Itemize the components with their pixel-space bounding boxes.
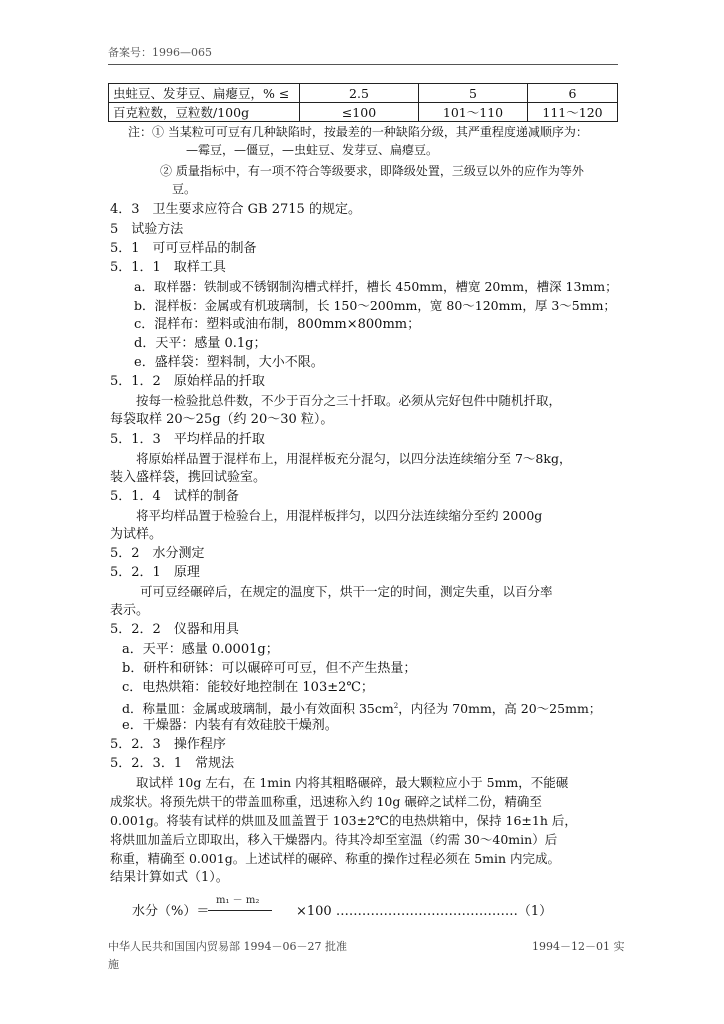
- formula-lhs: 水分（%）＝: [132, 904, 210, 919]
- paragraph-5-2-1-cont: 表示。: [110, 603, 150, 618]
- paragraph-5-1-3: 将原始样品置于混样布上，用混样板充分混匀，以四分法连续缩分至 7～8kg，: [136, 451, 572, 466]
- unit-superscript: 2: [393, 702, 399, 710]
- paragraph-5-1-2: 按每一检验批总件数，不少于百分之三十扦取。必须从完好包件中随机扦取，: [136, 393, 562, 408]
- note-2-cont: 豆。: [172, 182, 197, 196]
- instrument-item-d-text: d．称量皿：金属或玻璃制，最小有效面积 35cm: [122, 701, 394, 717]
- formula-fraction-bar: [208, 910, 272, 911]
- section-5-2-1-heading: 5．2．1 原理: [110, 565, 200, 580]
- paragraph-5-1-4: 将平均样品置于检验台上，用混样板拌匀，以四分法连续缩分至约 2000g: [136, 508, 543, 523]
- header-divider: [108, 64, 618, 65]
- section-5-2-heading: 5．2 水分测定: [110, 546, 205, 561]
- formula-rhs: ×100 ……………………………………（1）: [296, 904, 553, 919]
- footer-implementation: 1994－12－01 实: [532, 940, 625, 953]
- instrument-item-d-tail: ，内径为 70mm，高 20～25mm；: [398, 701, 602, 717]
- table-cell: 5: [419, 84, 528, 103]
- instrument-item-b: b．研杵和研钵：可以碾碎可可豆，但不产生热量；: [122, 661, 417, 676]
- footer-approval-cont: 施: [108, 958, 119, 971]
- section-5-heading: 5 试验方法: [110, 222, 184, 237]
- paragraph-5-2-3-1-line4: 将烘皿加盖后立即取出，移入干燥器内。待其冷却至室温（约需 30～40min）后: [110, 832, 558, 847]
- tool-item-d: d．天平：感量 0.1g；: [134, 336, 267, 351]
- table-cell: ≤100: [300, 103, 419, 122]
- paragraph-5-1-4-cont: 为试样。: [110, 527, 163, 542]
- paragraph-5-1-2-cont: 每袋取样 20～25g（约 20～30 粒）。: [110, 412, 334, 427]
- instrument-item-c: c．电热烘箱：能较好地控制在 103±2℃；: [122, 680, 374, 695]
- section-5-2-3-1-heading: 5．2．3．1 常规法: [110, 756, 235, 771]
- paragraph-5-2-3-1-line6: 结果计算如式（1）。: [110, 870, 229, 885]
- note-2: ② 质量指标中，有一项不符合等级要求，即降级处置，三级豆以外的应作为等外: [160, 164, 584, 178]
- grade-table: [108, 83, 618, 122]
- table-cell: 6: [528, 84, 618, 103]
- table-cell: 111～120: [528, 103, 618, 122]
- table-row: [109, 103, 618, 122]
- section-5-2-3-heading: 5．2．3 操作程序: [110, 737, 226, 752]
- section-5-1-heading: 5．1 可可豆样品的制备: [110, 241, 257, 256]
- paragraph-5-2-3-1-line5: 称重，精确至 0.001g。上述试样的碾碎、称重的操作过程必须在 5min 内完成。: [110, 851, 561, 866]
- paragraph-5-2-1: 可可豆经碾碎后，在规定的温度下，烘干一定的时间，测定失重，以百分率: [140, 584, 553, 599]
- instrument-item-e: e．干燥器：内装有有效硅胶干燥剂。: [122, 718, 338, 733]
- filing-number: 备案号：1996—065: [108, 46, 212, 59]
- table-row: [109, 84, 618, 103]
- table-cell: 2.5: [300, 84, 419, 103]
- paragraph-5-2-3-1-line2: 成浆状。将预先烘干的带盖皿称重，迅速称入约 10g 碾碎之试样二份，精确至: [110, 794, 542, 809]
- tool-item-c: c．混样布：塑料或油布制，800mm×800mm；: [134, 317, 421, 332]
- paragraph-5-2-3-1-line1: 取试样 10g 左右，在 1min 内将其粗略碾碎，最大颗粒应小于 5mm，不能碾: [136, 775, 569, 790]
- tool-item-a: a．取样器：铁制或不锈钢制沟槽式样扦，槽长 450mm，槽宽 20mm，槽深 13mm；: [134, 279, 618, 294]
- section-5-1-4-heading: 5．1．4 试样的制备: [110, 489, 239, 504]
- section-4-3: 4．3 卫生要求应符合 GB 2715 的规定。: [110, 202, 361, 217]
- paragraph-5-2-3-1-line3: 0.001g。将装有试样的烘皿及皿盖置于 103±2℃的电热烘箱中，保持 16±1h 后，: [110, 813, 577, 828]
- table-cell: 101～110: [419, 103, 528, 122]
- note-1-cont: —霉豆，—僵豆，—虫蛀豆、发芽豆、扁瘪豆。: [186, 143, 439, 157]
- instrument-item-a: a．天平：感量 0.0001g；: [122, 642, 279, 657]
- section-5-1-2-heading: 5．1．2 原始样品的扦取: [110, 374, 265, 389]
- formula-numerator: m₁ － m₂: [216, 895, 260, 906]
- paragraph-5-1-3-cont: 装入盛样袋，携回试验室。: [110, 470, 267, 485]
- section-5-1-1-heading: 5．1．1 取样工具: [110, 260, 226, 275]
- section-5-2-2-heading: 5．2．2 仪器和用具: [110, 622, 239, 637]
- instrument-item-d: [122, 697, 601, 718]
- note-1: 注：① 当某粒可可豆有几种缺陷时，按最差的一种缺陷分级，其严重程度递减顺序为：: [128, 125, 588, 139]
- tool-item-b: b．混样板：金属或有机玻璃制，长 150～200mm，宽 80～120mm，厚 3～5mm；: [134, 298, 616, 313]
- footer-approval: 中华人民共和国国内贸易部 1994－06－27 批准: [108, 940, 347, 953]
- tool-item-e: e．盛样袋：塑料制，大小不限。: [134, 355, 324, 370]
- section-5-1-3-heading: 5．1．3 平均样品的扦取: [110, 432, 265, 447]
- table-cell-label: 虫蛀豆、发芽豆、扁瘪豆，% ≤: [109, 84, 300, 103]
- table-cell-label: 百克粒数，豆粒数/100g: [109, 103, 300, 122]
